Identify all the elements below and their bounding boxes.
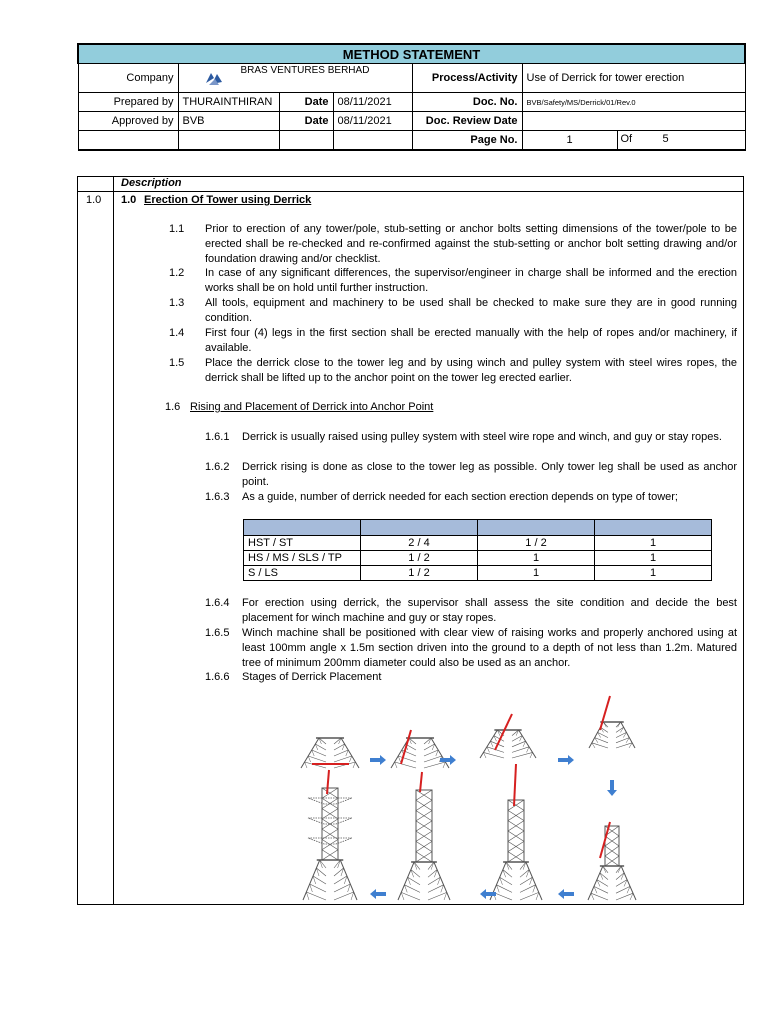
table-header-cell	[478, 520, 595, 536]
company-cell	[178, 64, 412, 93]
tower-stage-5	[588, 866, 636, 900]
company-name: BRAS VENTURES BERHAD	[240, 65, 370, 76]
arrow-left-icon	[558, 889, 574, 899]
process-value: Use of Derrick for tower erection	[522, 64, 745, 93]
section-title-number: 1.0	[121, 194, 137, 206]
review-label: Doc. Review Date	[412, 112, 522, 131]
section-title: Erection Of Tower using Derrick	[144, 194, 312, 206]
table-header-cell	[595, 520, 712, 536]
sub-item-text: As a guide, number of derrick needed for each section erection depends on type of tower;	[242, 491, 678, 503]
item-number: 1.5	[169, 357, 185, 369]
page-label: Page No.	[412, 131, 522, 151]
table-header-cell	[244, 520, 361, 536]
sub-item-text: Winch machine shall be positioned with clear view of raising works and properly anchored using at least 100mm angle x 1.5m section driven into the ground to a depth of not less than 1.2m. Matured tree of minimum 200mm diameter could also be used as an anchor.	[242, 627, 737, 669]
sub-item-text: Derrick rising is done as close to the tower leg as possible. Only tower leg shall be used as anchor point.	[242, 461, 737, 488]
item-text: Place the derrick close to the tower leg and by using winch and pulley system with steel wires ropes, the derrick shall be lifted up to the anchor point on the tower leg erected earlier.	[205, 357, 737, 384]
prepared-date: 08/11/2021	[333, 93, 412, 112]
table-header-cell	[361, 520, 478, 536]
prepared-value: THURAINTHIRAN	[178, 93, 279, 112]
table-cell: HS / MS / SLS / TP	[244, 551, 361, 566]
arrow-right-icon	[370, 755, 386, 765]
item-number: 1.4	[169, 327, 185, 339]
prepared-label: Prepared by	[78, 93, 178, 112]
table-row	[244, 551, 712, 566]
arrow-down-icon	[607, 780, 617, 796]
review-value	[522, 112, 745, 131]
approved-label: Approved by	[78, 112, 178, 131]
tower-crossarm	[308, 838, 352, 844]
page-of-cell	[617, 131, 745, 151]
sub-item-number: 1.6.3	[205, 491, 230, 503]
subsection-number: 1.6	[165, 401, 181, 413]
tower-stage-4	[589, 722, 635, 748]
table-cell: 1	[478, 551, 595, 566]
prepared-date-label: Date	[279, 93, 333, 112]
company-label: Company	[78, 64, 178, 93]
approved-date: 08/11/2021	[333, 112, 412, 131]
table-cell: 1	[595, 566, 712, 581]
sub-item-text: Derrick is usually raised using pulley system with steel wire rope and winch, and guy or stay ropes.	[242, 431, 722, 443]
tower-stage-3	[480, 730, 536, 758]
item-number: 1.1	[169, 223, 185, 235]
process-label: Process/Activity	[412, 64, 522, 93]
sub-item-number: 1.6.5	[205, 627, 230, 639]
tower-body-7	[416, 790, 432, 862]
description-label: Description	[121, 177, 182, 189]
sub-item-text: Stages of Derrick Placement	[242, 671, 382, 683]
derrick-pole	[420, 772, 422, 792]
table-cell: 1	[595, 536, 712, 551]
sub-item-number: 1.6.2	[205, 461, 230, 473]
approved-value: BVB	[178, 112, 279, 131]
document-title: METHOD STATEMENT	[78, 44, 745, 64]
item-text: All tools, equipment and machinery to be used shall be checked to make sure they are in good running condition.	[205, 297, 737, 324]
sub-item-number: 1.6.4	[205, 597, 230, 609]
subsection-title: Rising and Placement of Derrick into Anchor Point	[190, 401, 434, 413]
tower-stage-6	[490, 862, 542, 900]
table-cell: 1 / 2	[478, 536, 595, 551]
tower-stage-8	[303, 860, 357, 900]
item-text: Prior to erection of any tower/pole, stub-setting or anchor bolts setting dimensions of the tower/pole to be erected shall be re-checked and re-confirmed against the stub-setting or anchor bolt setting drawing and/or foundation drawing and/or checklist.	[205, 223, 737, 265]
item-number: 1.3	[169, 297, 185, 309]
column-divider	[113, 176, 114, 905]
docno-value: BVB/Safety/MS/Derrick/01/Rev.0	[522, 93, 745, 112]
page-total: 5	[662, 133, 669, 145]
item-text: First four (4) legs in the first section shall be erected manually with the help of ropes and/or machinery, if available.	[205, 327, 737, 354]
table-cell: 1	[595, 551, 712, 566]
company-logo-icon	[203, 70, 225, 91]
docno-label: Doc. No.	[412, 93, 522, 112]
table-cell: 1 / 2	[361, 551, 478, 566]
table-cell: HST / ST	[244, 536, 361, 551]
tower-crossarm	[308, 818, 352, 824]
derrick-table	[243, 519, 712, 581]
tower-body-6	[508, 800, 524, 862]
table-cell: 1 / 2	[361, 566, 478, 581]
arrow-left-icon	[370, 889, 386, 899]
table-cell: S / LS	[244, 566, 361, 581]
page-value: 1	[522, 131, 617, 151]
table-cell: 1	[478, 566, 595, 581]
item-number: 1.2	[169, 267, 185, 279]
table-row	[244, 566, 712, 581]
section-number: 1.0	[86, 194, 102, 206]
tower-stage-2	[391, 738, 449, 768]
sub-item-number: 1.6.6	[205, 671, 230, 683]
derrick-pole	[327, 770, 329, 794]
sub-item-text: For erection using derrick, the supervisor shall assess the site condition and decide the best placement for winch machine and guy or stay ropes.	[242, 597, 737, 624]
page-of-label: Of	[620, 133, 633, 145]
sub-item-number: 1.6.1	[205, 431, 230, 443]
table-row	[244, 536, 712, 551]
header-table	[77, 43, 746, 151]
item-text: In case of any significant differences, the supervisor/engineer in charge shall be informed and the erection works shall be on hold until further instruction.	[205, 267, 737, 294]
table-header-row	[244, 520, 712, 536]
arrow-right-icon	[558, 755, 574, 765]
derrick-pole	[495, 714, 512, 750]
description-divider	[77, 191, 744, 192]
tower-stage-7	[398, 862, 450, 900]
derrick-stages-figure	[294, 686, 638, 902]
approved-date-label: Date	[279, 112, 333, 131]
table-cell: 2 / 4	[361, 536, 478, 551]
